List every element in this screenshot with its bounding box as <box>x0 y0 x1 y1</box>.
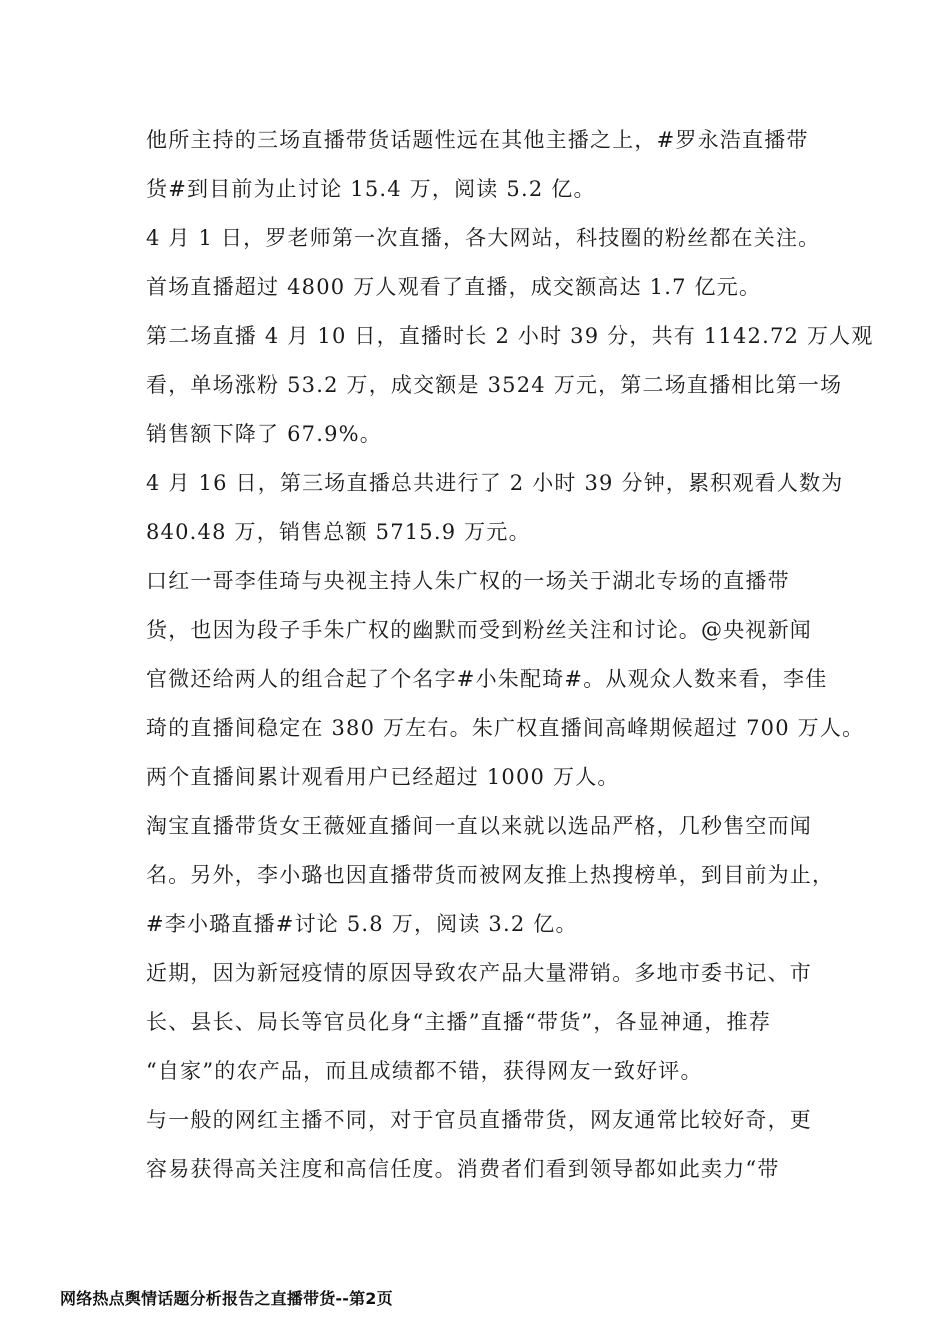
document-body <box>146 116 874 1194</box>
text-line: 容易获得高关注度和高信任度。消费者们看到领导都如此卖力“带 <box>146 1157 780 1181</box>
paragraph-5 <box>146 557 865 802</box>
paragraph-4 <box>146 459 844 557</box>
text-line: 名。另外，李小璐也因直播带货而被网友推上热搜榜单，到目前为止， <box>146 863 835 887</box>
text-line: “自家”的农产品，而且成绩都不错，获得网友一致好评。 <box>146 1059 703 1083</box>
paragraph-2 <box>146 214 821 312</box>
text-line: 4 月 1 日，罗老师第一次直播，各大网站，科技圈的粉丝都在关注。 <box>146 226 821 250</box>
page-footer: 网络热点舆情话题分析报告之直播带货--第2页 <box>60 1289 393 1308</box>
text-line: 看，单场涨粉 53.2 万，成交额是 3524 万元，第二场直播相比第一场 <box>146 373 843 397</box>
text-line: 长、县长、局长等官员化身“主播”直播“带货”，各显神通，推荐 <box>146 1010 771 1034</box>
text-line: 首场直播超过 4800 万人观看了直播，成交额高达 1.7 亿元。 <box>146 275 762 299</box>
text-line: #李小璐直播#讨论 5.8 万，阅读 3.2 亿。 <box>146 912 578 936</box>
text-line: 销售额下降了 67.9%。 <box>146 422 382 446</box>
text-line: 琦的直播间稳定在 380 万左右。朱广权直播间高峰期候超过 700 万人。 <box>146 716 865 740</box>
paragraph-6 <box>146 802 835 949</box>
text-line: 第二场直播 4 月 10 日，直播时长 2 小时 39 分，共有 1142.72 万人观 <box>146 324 874 348</box>
paragraph-3 <box>146 312 874 459</box>
paragraph-7 <box>146 949 816 1096</box>
paragraph-8 <box>146 1096 816 1194</box>
text-line: 货#到目前为止讨论 15.4 万，阅读 5.2 亿。 <box>146 177 596 201</box>
paragraph-1 <box>146 116 816 214</box>
text-line: 与一般的网红主播不同，对于官员直播带货，网友通常比较好奇，更 <box>146 1108 812 1132</box>
text-line: 近期，因为新冠疫情的原因导致农产品大量滞销。多地市委书记、市 <box>146 961 812 985</box>
text-line: 官微还给两人的组合起了个名字#小朱配琦#。从观众人数来看，李佳 <box>146 667 828 691</box>
text-line: 淘宝直播带货女王薇娅直播间一直以来就以选品严格，几秒售空而闻 <box>146 814 812 838</box>
text-line: 货，也因为段子手朱广权的幽默而受到粉丝关注和讨论。@央视新闻 <box>146 618 812 642</box>
text-line: 4 月 16 日，第三场直播总共进行了 2 小时 39 分钟，累积观看人数为 <box>146 471 844 495</box>
text-line: 840.48 万，销售总额 5715.9 万元。 <box>146 520 531 544</box>
text-line: 两个直播间累计观看用户已经超过 1000 万人。 <box>146 765 620 789</box>
text-line: 他所主持的三场直播带货话题性远在其他主播之上，#罗永浩直播带 <box>146 128 809 152</box>
text-line: 口红一哥李佳琦与央视主持人朱广权的一场关于湖北专场的直播带 <box>146 569 790 593</box>
